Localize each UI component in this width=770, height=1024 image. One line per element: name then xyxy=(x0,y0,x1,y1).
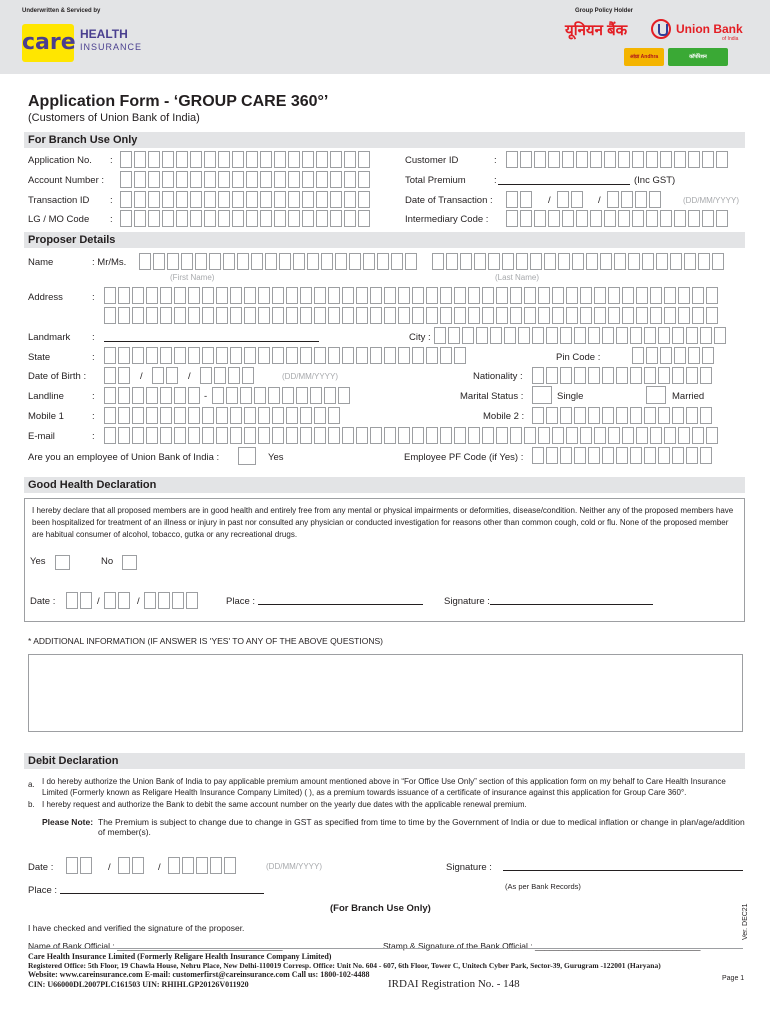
debit-b-label: b. xyxy=(28,800,35,809)
union-bank-sub: of India xyxy=(722,36,739,42)
last-name-boxes[interactable] xyxy=(432,253,726,270)
please-note-text: The Premium is subject to change due to change in GST as specified from time to time by the Government of India or due to medical inflation or change in plan/age/addition of member(s). xyxy=(98,816,745,837)
debit-branch-use-label: (For Branch Use Only) xyxy=(330,903,431,914)
mobile-1-label: Mobile 1 xyxy=(28,411,64,422)
application-no-label: Application No. xyxy=(28,155,92,166)
proposer-details-heading: Proposer Details xyxy=(24,232,745,248)
dob-day[interactable] xyxy=(104,367,132,384)
employee-yes-checkbox[interactable] xyxy=(238,447,256,465)
union-bank-logo: Union Bank xyxy=(676,22,743,36)
state-label: State xyxy=(28,352,51,363)
health-signature-line[interactable] xyxy=(490,604,653,605)
customer-id-label: Customer ID xyxy=(405,155,459,166)
health-place-label: Place : xyxy=(226,596,256,607)
corporation-bank-logo: कॉर्पोरेशन xyxy=(668,48,728,66)
health-date-month[interactable] xyxy=(104,592,132,609)
page-number: Page 1 xyxy=(722,975,745,982)
landmark-label: Landmark xyxy=(28,332,71,343)
underwritten-label: Underwritten & Serviced by xyxy=(22,8,101,14)
email-label: E-mail xyxy=(28,431,55,442)
total-premium-label: Total Premium xyxy=(405,175,466,186)
debit-declaration-body xyxy=(28,777,750,838)
debit-signature-label: Signature : xyxy=(446,862,492,873)
intermediary-code-boxes[interactable] xyxy=(506,210,730,227)
date-of-transaction-label: Date of Transaction : xyxy=(405,195,493,206)
first-name-boxes[interactable] xyxy=(139,253,419,270)
health-date-day[interactable] xyxy=(66,592,94,609)
address-label: Address xyxy=(28,292,63,303)
version-label: Ver. DEC21 xyxy=(742,903,749,940)
last-name-hint: (Last Name) xyxy=(495,273,540,282)
pin-code-label: Pin Code : xyxy=(556,352,601,363)
footer-divider xyxy=(28,948,743,949)
application-no-boxes[interactable] xyxy=(120,151,372,168)
married-label: Married xyxy=(672,391,705,402)
debit-date-label: Date : xyxy=(28,862,54,873)
account-number-label: Account Number : xyxy=(28,175,105,186)
employee-question-label: Are you an employee of Union Bank of India : xyxy=(28,452,220,463)
health-yes-label: Yes xyxy=(30,556,46,567)
name-label: Name xyxy=(28,257,54,268)
debit-date-year[interactable] xyxy=(168,857,238,874)
date-of-transaction-year[interactable] xyxy=(607,191,663,208)
bank-official-stamp-field[interactable]: Stamp & Signature of the Bank Official : ___________________________________ xyxy=(383,941,701,951)
landline-number-boxes[interactable] xyxy=(212,387,352,404)
bank-records-label: (As per Bank Records) xyxy=(505,882,581,891)
good-health-declaration-text: I hereby declare that all proposed members are in good health and entirely free from any mental or physical impairments or deformities, disease/condition. Neither any of the proposed members have been hospitalized for treatment of an illness or injury in past nor consulted any physician or conducted investigation for reasons other than common cough, cold or flu. None of the proposed member are habitual consumer of alcohol, tobacco, gutka or any recreational drugs. xyxy=(32,506,734,539)
debit-a-label: a. xyxy=(28,780,35,789)
debit-declaration-heading: Debit Declaration xyxy=(24,753,745,769)
dob-month[interactable] xyxy=(152,367,180,384)
lg-mo-code-label: LG / MO Code xyxy=(28,214,90,225)
single-checkbox[interactable] xyxy=(532,386,552,404)
debit-date-hint: (DD/MM/YYYY) xyxy=(266,862,322,871)
health-place-line[interactable] xyxy=(258,604,423,605)
transaction-id-label: Transaction ID xyxy=(28,195,90,206)
page-title: Application Form - ‘GROUP CARE 360°’ xyxy=(28,93,329,110)
good-health-heading: Good Health Declaration xyxy=(24,477,745,493)
nationality-boxes[interactable] xyxy=(532,367,714,384)
landline-label: Landline xyxy=(28,391,64,402)
footer-cin: CIN: U66000DL2007PLC161503 UIN: RHIHLGP20126V011920 xyxy=(28,980,249,989)
mobile-2-boxes[interactable] xyxy=(532,407,714,424)
inc-gst-label: (Inc GST) xyxy=(634,175,676,186)
married-checkbox[interactable] xyxy=(646,386,666,404)
date-format-hint: (DD/MM/YYYY) xyxy=(683,196,739,205)
branch-use-heading: For Branch Use Only xyxy=(24,132,745,148)
employee-yes-label: Yes xyxy=(268,452,284,463)
additional-info-textarea[interactable] xyxy=(28,654,743,732)
pf-code-boxes[interactable] xyxy=(532,447,714,464)
pin-code-boxes[interactable] xyxy=(632,347,716,364)
footer-registered: Registered Office: 5th Floor, 19 Chawla House, Nehru Place, New Delhi-110019 Corresp. Office: Unit No. 604 - 607, 6th Floor, Tower C, Unitech Cyber Park, Sector-39, Gurugram -122001 (Haryana) xyxy=(28,961,661,970)
debit-date-month[interactable] xyxy=(118,857,146,874)
marital-status-label: Marital Status : xyxy=(460,391,524,402)
mr-ms-label: : Mr/Ms. xyxy=(92,257,127,268)
health-signature-label: Signature : xyxy=(444,596,490,607)
mobile-1-boxes[interactable] xyxy=(104,407,342,424)
debit-place-line[interactable] xyxy=(60,893,264,894)
address-line-2-boxes[interactable] xyxy=(104,307,720,324)
footer-irdai: IRDAI Registration No. - 148 xyxy=(388,978,520,990)
checked-verified-label: I have checked and verified the signature of the proposer. xyxy=(28,923,245,933)
landline-std-boxes[interactable] xyxy=(104,387,202,404)
mobile-2-label: Mobile 2 : xyxy=(483,411,525,422)
lg-mo-code-boxes[interactable] xyxy=(120,210,372,227)
group-policy-holder-label: Group Policy Holder xyxy=(575,8,634,14)
health-no-checkbox[interactable] xyxy=(122,555,137,570)
account-number-boxes[interactable] xyxy=(120,171,372,188)
please-note-label: Please Note: xyxy=(42,816,94,827)
state-boxes[interactable] xyxy=(104,347,468,364)
intermediary-code-label: Intermediary Code : xyxy=(405,214,489,225)
date-of-transaction-day[interactable] xyxy=(506,191,534,208)
total-premium-line[interactable] xyxy=(498,184,630,185)
date-of-transaction-month[interactable] xyxy=(557,191,585,208)
address-line-1-boxes[interactable] xyxy=(104,287,720,304)
care-logo: care xyxy=(22,24,74,62)
single-label: Single xyxy=(557,391,584,402)
care-insurance-label: INSURANCE xyxy=(80,42,143,52)
union-bank-hindi-logo: यूनियन बैंक xyxy=(565,22,628,39)
landmark-line[interactable] xyxy=(104,341,319,342)
date-of-birth-label: Date of Birth : xyxy=(28,371,87,382)
first-name-hint: (First Name) xyxy=(170,273,215,282)
debit-b-text: I hereby request and authorize the Bank to debit the same account number on the yearly due dates with the applicable renewal premium. xyxy=(42,800,527,809)
city-boxes[interactable] xyxy=(434,327,728,344)
union-bank-emblem-icon xyxy=(651,19,671,39)
nationality-label: Nationality : xyxy=(473,371,523,382)
footer-company: Care Health Insurance Limited (Formerly Religare Health Insurance Company Limited) xyxy=(28,952,332,961)
footer-website: Website: www.careinsurance.com E-mail: customerfirst@careinsurance.com Call us: 1800-102-4488 xyxy=(28,970,370,979)
dob-year[interactable] xyxy=(200,367,256,384)
debit-signature-line[interactable] xyxy=(503,870,743,871)
health-no-label: No xyxy=(101,556,114,567)
bank-official-name-field[interactable]: Name of Bank Official : ___________________________________ xyxy=(28,941,283,951)
city-label: City : xyxy=(409,332,431,343)
care-health-label: HEALTH xyxy=(80,27,128,41)
health-date-label: Date : xyxy=(30,596,56,607)
customer-id-boxes[interactable] xyxy=(506,151,730,168)
debit-a-text: I do hereby authorize the Union Bank of India to pay applicable premium amount mentioned above in “For Office Use Only” section of this application form on my behalf to Care Health Insurance Limited (Formerly known as Religare Health Insurance Company Limited) ( ), as a premium towards issuance of a certificate of insurance against this application for Group Care 360°. xyxy=(42,777,726,797)
additional-info-label: * ADDITIONAL INFORMATION (IF ANSWER IS 'YES' TO ANY OF THE ABOVE QUESTIONS) xyxy=(28,636,383,646)
health-yes-checkbox[interactable] xyxy=(55,555,70,570)
transaction-id-boxes[interactable] xyxy=(120,191,372,208)
dob-format-hint: (DD/MM/YYYY) xyxy=(282,372,338,381)
debit-date-day[interactable] xyxy=(66,857,94,874)
health-date-year[interactable] xyxy=(144,592,200,609)
pf-code-label: Employee PF Code (if Yes) : xyxy=(404,452,524,463)
debit-place-label: Place : xyxy=(28,885,58,896)
page-subtitle: (Customers of Union Bank of India) xyxy=(28,112,200,124)
andhra-bank-logo: आंध्रा Andhra xyxy=(624,48,664,66)
email-boxes[interactable] xyxy=(104,427,720,444)
care-logo-text xyxy=(80,28,142,54)
